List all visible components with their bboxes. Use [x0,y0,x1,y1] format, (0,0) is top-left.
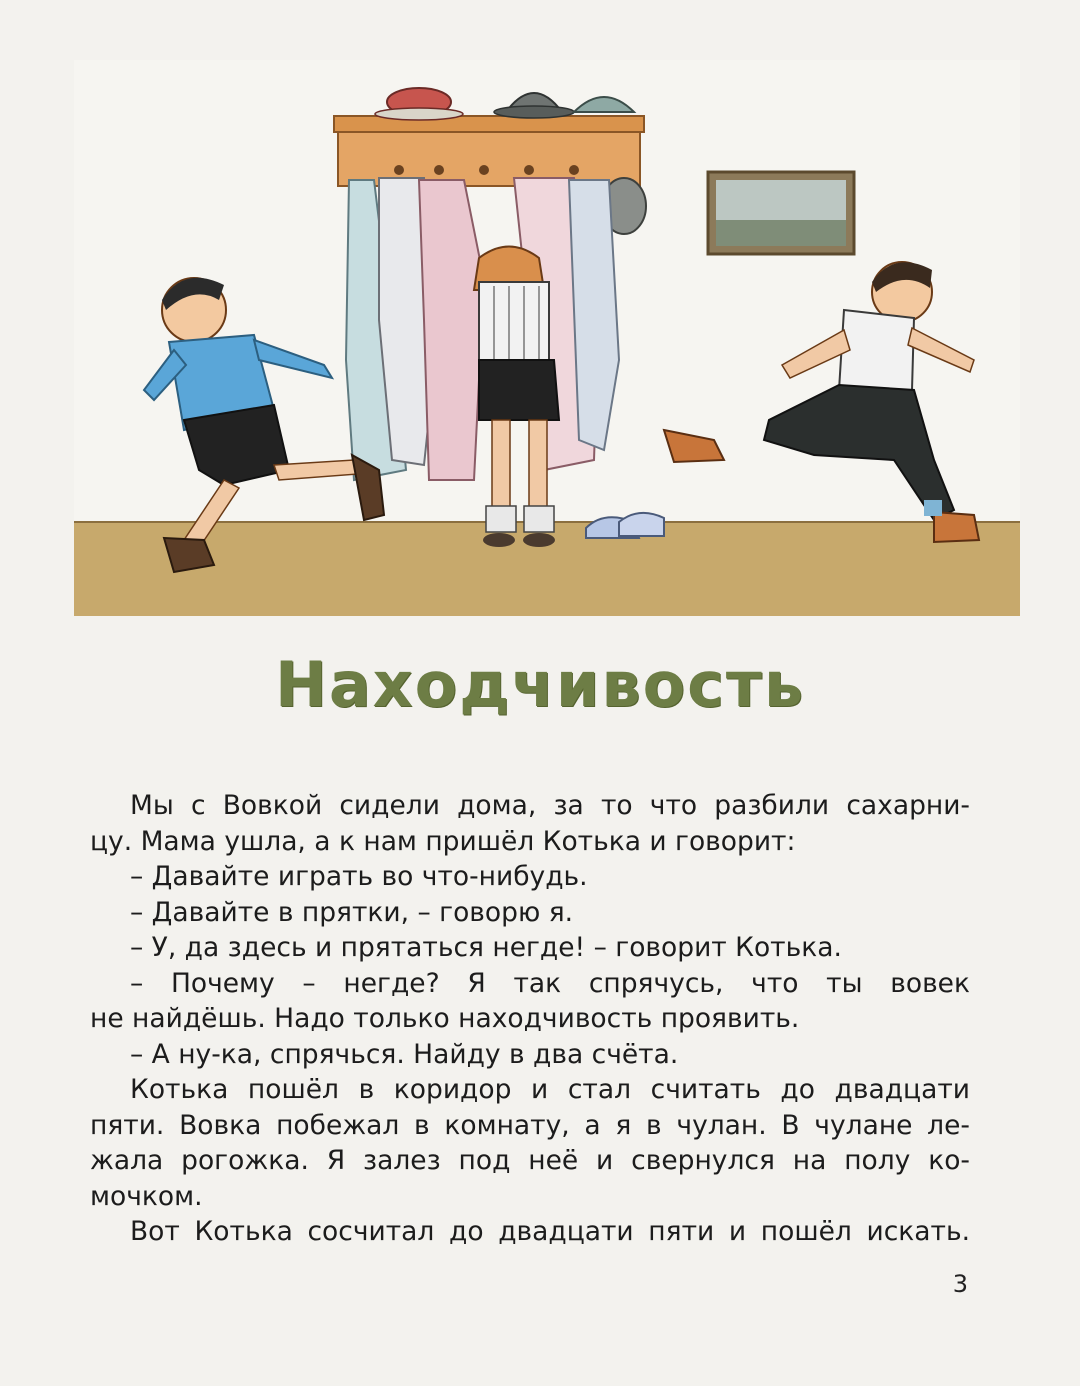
story-title: Находчивость [274,648,806,721]
text-line: жала рогожка. Я залез под неё и свернулся на полу ко- [90,1145,970,1176]
text-line: цу. Мама ушла, а к нам пришёл Котька и говорит: [90,825,796,857]
text-line: пяти. Вовка побежал в комнату, а я в чулан. В чулане ле- [90,1109,970,1141]
text-line: – Давайте в прятки, – говорю я. [130,896,574,928]
text-line: Вот Котька сосчитал до двадцати пяти и пошёл искать. [130,1216,970,1247]
text-line: не найдёшь. Надо только находчивость проявить. [90,1003,800,1034]
story-text [90,788,970,1250]
text-line: Котька пошёл в коридор и стал считать до двадцати [130,1074,970,1105]
text-line: – А ну-ка, спрячься. Найду в два счёта. [130,1038,679,1070]
illustration-boys-hallway [74,60,1020,616]
text-line: Мы с Вовкой сидели дома, за то что разбили сахарни- [130,790,970,821]
coat-rack [334,116,644,186]
wall-picture [708,172,854,254]
text-line: – У, да здесь и прятаться негде! – говорит Котька. [130,932,842,963]
text-line: – Давайте играть во что-нибудь. [130,861,588,892]
text-line: мочком. [90,1180,203,1212]
text-line: – Почему – негде? Я так спрячусь, что ты вовек [130,967,970,999]
page-number: 3 [952,1270,968,1298]
